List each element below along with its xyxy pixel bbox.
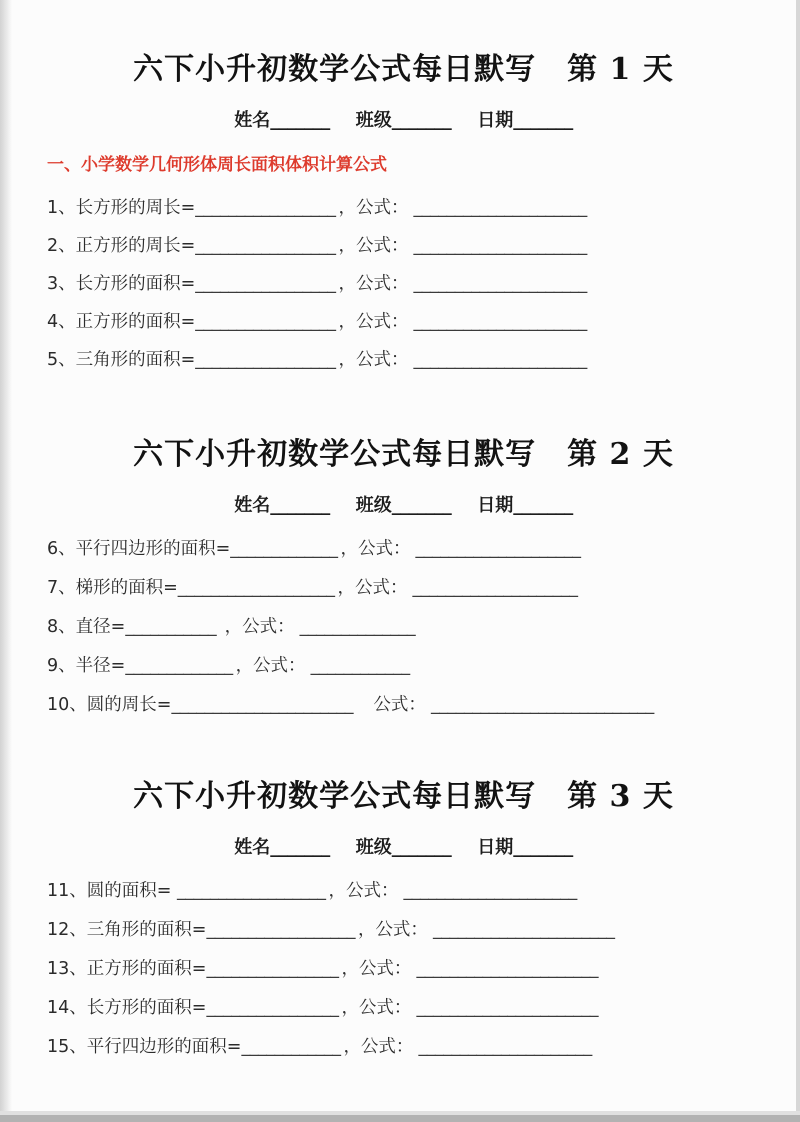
item-formula-label: ，公式： xyxy=(341,998,412,1018)
item-blank-line: ___________ xyxy=(125,617,217,637)
item-formula-blank-line: _____________________ xyxy=(413,198,587,218)
worksheet-item-7 xyxy=(47,569,760,608)
item-formula-blank-line: ____________ xyxy=(310,656,410,676)
day2-section xyxy=(47,435,760,725)
day3-header-fields xyxy=(47,835,760,860)
item-formula-blank-line: _____________________ xyxy=(413,350,587,370)
name-label: 姓名 xyxy=(234,495,271,516)
class-label: 班级 xyxy=(355,837,392,858)
item-formula-label: ，公式： xyxy=(338,236,409,256)
section-heading: 一、小学数学几何形体周长面积体积计算公式 xyxy=(47,155,387,175)
worksheet-item-15 xyxy=(47,1028,760,1067)
item-formula-label: ，公式： xyxy=(340,539,411,559)
item-formula-blank-line: _____________________ xyxy=(413,274,587,294)
item-label: 11、圆的面积= xyxy=(47,881,177,901)
day1-header-fields xyxy=(47,108,760,133)
item-label: 1、长方形的周长= xyxy=(47,198,196,218)
item-label: 10、圆的周长= xyxy=(47,695,172,715)
worksheet-item-2 xyxy=(47,227,760,265)
date-blank-line: _______ xyxy=(513,495,573,516)
class-blank-line: _______ xyxy=(391,837,452,858)
item-blank-line: ________________ xyxy=(206,959,339,979)
item-formula-label: ，公式： xyxy=(337,578,408,598)
name-field xyxy=(234,493,330,518)
worksheet-item-1 xyxy=(47,189,760,227)
class-field xyxy=(356,493,452,518)
worksheet-item-3 xyxy=(47,265,760,303)
item-formula-blank-line: ____________________ xyxy=(412,578,578,598)
item-formula-blank-line: ___________________________ xyxy=(430,695,654,715)
worksheet-item-4 xyxy=(47,303,760,341)
item-label: 4、正方形的面积= xyxy=(47,312,196,332)
scan-edge-left xyxy=(0,0,12,1122)
name-blank-line: _______ xyxy=(270,110,330,131)
class-field xyxy=(356,108,452,133)
item-formula-label: ，公式： xyxy=(357,920,428,940)
item-blank-line: _________________ xyxy=(195,312,336,332)
item-formula-blank-line: _____________________ xyxy=(413,312,587,332)
date-blank-line: _______ xyxy=(513,837,573,858)
item-blank-line: __________________ xyxy=(206,920,355,940)
class-blank-line: _______ xyxy=(391,110,452,131)
item-label: 9、半径= xyxy=(47,656,126,676)
name-field xyxy=(234,108,330,133)
worksheet-item-14 xyxy=(47,989,760,1028)
name-field xyxy=(234,835,330,860)
worksheet-item-5 xyxy=(47,341,760,379)
day1-title: 六下小升初数学公式每日默写 第 1 天 xyxy=(133,52,674,87)
worksheet-item-12 xyxy=(47,911,760,950)
scan-edge-bottom-soft xyxy=(0,1111,800,1115)
item-formula-label: ，公式： xyxy=(338,198,409,218)
day2-header-fields xyxy=(47,493,760,518)
day1-items xyxy=(47,189,760,379)
item-blank-line: _________________ xyxy=(195,198,336,218)
name-label: 姓名 xyxy=(234,110,271,131)
date-field xyxy=(477,108,573,133)
worksheet-item-9 xyxy=(47,647,760,686)
item-label: 5、三角形的面积= xyxy=(47,350,196,370)
date-label: 日期 xyxy=(477,110,514,131)
item-blank-line: ____________ xyxy=(241,1037,341,1057)
item-label: 14、长方形的面积= xyxy=(47,998,207,1018)
item-formula-blank-line: ______________________ xyxy=(432,920,615,940)
class-field xyxy=(356,835,452,860)
date-blank-line: _______ xyxy=(513,110,573,131)
worksheet-item-8 xyxy=(47,608,760,647)
name-label: 姓名 xyxy=(234,837,271,858)
item-blank-line: __________________ xyxy=(177,881,326,901)
day3-items xyxy=(47,872,760,1067)
date-label: 日期 xyxy=(477,837,514,858)
date-field xyxy=(477,835,573,860)
item-formula-label: ，公式： xyxy=(338,274,409,294)
class-label: 班级 xyxy=(355,110,392,131)
item-formula-label: ，公式： xyxy=(343,1037,414,1057)
scan-edge-bottom xyxy=(0,1115,800,1122)
item-formula-blank-line: ____________________ xyxy=(415,539,581,559)
item-formula-label: ，公式： xyxy=(235,656,306,676)
item-formula-label: ，公式： xyxy=(338,350,409,370)
item-formula-blank-line: ______________________ xyxy=(416,998,598,1018)
item-label: 6、平行四边形的面积= xyxy=(47,539,231,559)
item-blank-line: ______________________ xyxy=(171,695,353,715)
item-formula-blank-line: _____________________ xyxy=(418,1037,592,1057)
item-formula-blank-line: _____________________ xyxy=(403,881,577,901)
day2-title: 六下小升初数学公式每日默写 第 2 天 xyxy=(133,437,674,472)
day1-section xyxy=(47,50,760,379)
item-blank-line: ___________________ xyxy=(177,578,335,598)
day2-items xyxy=(47,530,760,725)
date-label: 日期 xyxy=(477,495,514,516)
item-label: 2、正方形的周长= xyxy=(47,236,196,256)
item-blank-line: _________________ xyxy=(195,350,336,370)
worksheet-item-6 xyxy=(47,530,760,569)
class-blank-line: _______ xyxy=(391,495,452,516)
worksheet-item-13 xyxy=(47,950,760,989)
item-formula-label: ，公式： xyxy=(338,312,409,332)
worksheet-item-10 xyxy=(47,686,760,725)
name-blank-line: _______ xyxy=(270,495,330,516)
item-label: 7、梯形的面积= xyxy=(47,578,178,598)
item-blank-line: ________________ xyxy=(206,998,339,1018)
date-field xyxy=(477,493,573,518)
item-formula-blank-line: ______________________ xyxy=(416,959,598,979)
class-label: 班级 xyxy=(355,495,392,516)
item-blank-line: _________________ xyxy=(195,274,336,294)
day3-section xyxy=(47,777,760,1067)
item-label: 15、平行四边形的面积= xyxy=(47,1037,242,1057)
item-blank-line: _____________ xyxy=(125,656,233,676)
item-label: 13、正方形的面积= xyxy=(47,959,207,979)
scan-edge-right xyxy=(796,0,800,1122)
name-blank-line: _______ xyxy=(270,837,330,858)
item-formula-label: ，公式： xyxy=(328,881,399,901)
item-formula-label: 公式： xyxy=(355,695,426,715)
item-blank-line: _____________ xyxy=(230,539,338,559)
item-label: 3、长方形的面积= xyxy=(47,274,196,294)
item-blank-line: _________________ xyxy=(195,236,336,256)
worksheet-item-11 xyxy=(47,872,760,911)
item-formula-label: ，公式： xyxy=(219,617,295,637)
item-label: 8、直径= xyxy=(47,617,126,637)
item-formula-blank-line: _____________________ xyxy=(413,236,587,256)
item-label: 12、三角形的面积= xyxy=(47,920,207,940)
item-formula-label: ，公式： xyxy=(341,959,412,979)
day3-title: 六下小升初数学公式每日默写 第 3 天 xyxy=(133,779,674,814)
item-formula-blank-line: ______________ xyxy=(299,617,416,637)
